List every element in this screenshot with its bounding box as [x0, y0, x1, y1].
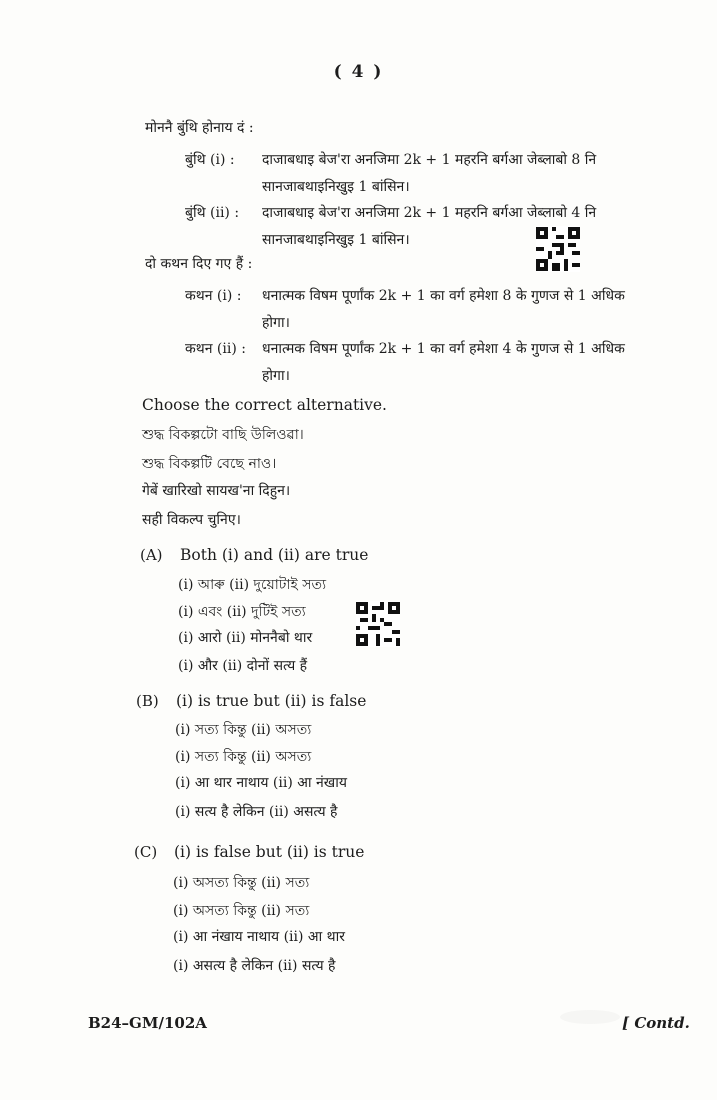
statement-bodo-1-label: बुंथि (i) :	[185, 152, 235, 168]
statement-hindi-1-label: कथन (i) :	[185, 288, 242, 304]
statement-hindi-2-label: कथन (ii) :	[185, 341, 246, 357]
option-c-hindi: (i) असत्य है लेकिन (ii) सत्य है	[173, 958, 336, 974]
option-a-english: Both (i) and (ii) are true	[180, 546, 369, 564]
instruction-assamese: শুদ্ধ বিকল্পটো বাছি উলিওৱা।	[142, 427, 304, 443]
qr-code-icon	[356, 601, 400, 647]
option-a-assamese: (i) আৰু (ii) দুয়োটাই সত্য	[178, 577, 327, 593]
option-b-hindi: (i) सत्य है लेकिन (ii) असत्य है	[175, 804, 338, 820]
option-a-hindi: (i) और (ii) दोनों सत्य हैं	[178, 658, 308, 674]
statement-bodo-2-line1: दाजाबधाइ बेज'रा अनजिमा 2k + 1 महरनि बर्गआ जेब्लाबो 4 नि	[262, 205, 597, 221]
option-c-assamese: (i) অসত্য কিন্তু (ii) সত্য	[173, 875, 310, 891]
statement-hindi-2-line1: धनात्मक विषम पूर्णांक 2k + 1 का वर्ग हमेशा 4 के गुणज से 1 अधिक	[262, 341, 625, 357]
option-c-bengali: (i) অসত্য কিন্তু (ii) সত্য	[173, 903, 310, 919]
statement-hindi-1-line1: धनात्मक विषम पूर्णांक 2k + 1 का वर्ग हमेशा 8 के गुणज से 1 अधिक	[262, 288, 625, 304]
option-c-letter: (C)	[134, 843, 158, 861]
continued-label: [ Contd.	[622, 1014, 690, 1032]
qr-code-icon	[536, 226, 580, 272]
option-a-bengali: (i) এবং (ii) দুটিই সত্য	[178, 604, 306, 620]
option-a-bodo: (i) आरो (ii) मोननैबो थार	[178, 630, 313, 646]
intro-bodo: मोननै बुंथि होनाय दं :	[145, 120, 254, 136]
instruction-hindi: सही विकल्प चुनिए।	[142, 512, 241, 528]
option-c-english: (i) is false but (ii) is true	[174, 843, 365, 861]
statement-hindi-1-line2: होगा।	[262, 315, 290, 331]
statement-bodo-1-line2: सानजाबथाइनिखुइ 1 बांसिन।	[262, 179, 410, 195]
intro-hindi: दो कथन दिए गए हैं :	[145, 256, 253, 272]
option-b-assamese: (i) সত্য কিন্তু (ii) অসত্য	[175, 722, 312, 738]
instruction-bodo: गेबें खारिखो सायख'ना दिहुन।	[142, 483, 291, 499]
option-b-english: (i) is true but (ii) is false	[176, 692, 367, 710]
statement-bodo-1-line1: दाजाबधाइ बेज'रा अनजिमा 2k + 1 महरनि बर्गआ जेब्लाबो 8 नि	[262, 152, 597, 168]
option-b-bodo: (i) आ थार नाथाय (ii) आ नंखाय	[175, 775, 347, 791]
instruction-english: Choose the correct alternative.	[142, 396, 387, 414]
statement-hindi-2-line2: होगा।	[262, 368, 290, 384]
option-a-letter: (A)	[140, 546, 163, 564]
page-number: ( 4 )	[333, 62, 384, 82]
option-b-bengali: (i) সত্য কিন্তু (ii) অসত্য	[175, 749, 312, 765]
paper-code: B24–GM/102A	[88, 1014, 207, 1032]
option-c-bodo: (i) आ नंखाय नाथाय (ii) आ थार	[173, 929, 345, 945]
instruction-bengali: শুদ্ধ বিকল্পটি বেছে নাও।	[142, 456, 277, 472]
statement-bodo-2-line2: सानजाबथाइनिखुइ 1 बांसिन।	[262, 232, 410, 248]
statement-bodo-2-label: बुंथि (ii) :	[185, 205, 240, 221]
option-b-letter: (B)	[136, 692, 159, 710]
